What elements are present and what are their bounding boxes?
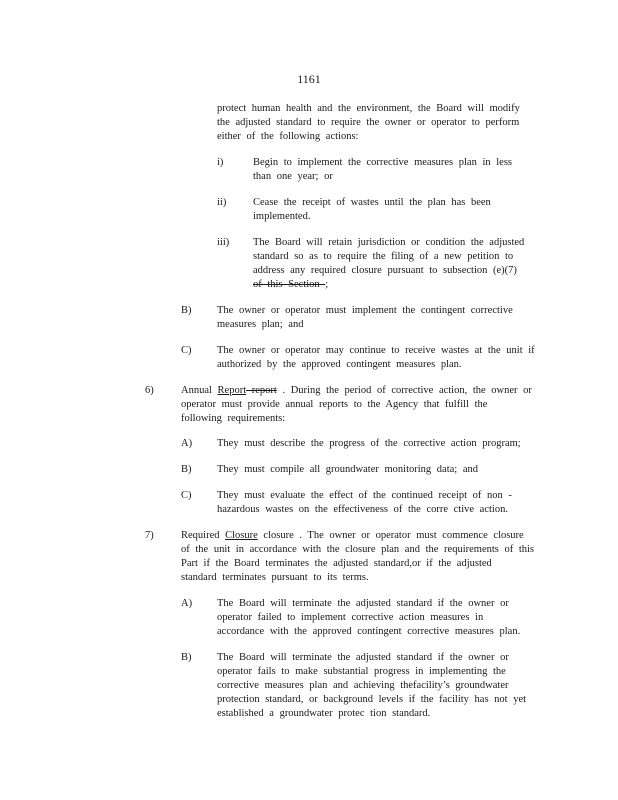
text-line — [181, 384, 532, 398]
item-label-7: 7) — [145, 530, 154, 541]
inserted-text: Closure — [225, 530, 258, 541]
sub-text-b — [217, 304, 513, 332]
text-line: They must compile all groundwater monitoring data; and — [217, 464, 478, 475]
intro-paragraph — [217, 102, 520, 144]
text-line: operator failed to implement corrective action measures in — [217, 612, 484, 623]
text-line: The owner or operator must implement the contingent corrective — [217, 305, 513, 316]
text-line — [253, 278, 524, 292]
text-line: operator fails to make substantial progress in implementing the — [217, 666, 506, 677]
text-line: established a groundwater protec tion standard. — [217, 708, 431, 719]
intro-line: protect human health and the environment, the Board will modify — [217, 103, 520, 114]
item-text-6 — [181, 384, 532, 426]
text-fragment: Annual — [181, 385, 218, 396]
sub-text-7b — [217, 651, 526, 721]
sub-text-7a — [217, 597, 520, 639]
sub-text-6a — [217, 437, 521, 451]
text-line: The Board will terminate the adjusted standard if the owner or — [217, 598, 509, 609]
sub-label-6b: B) — [181, 464, 192, 475]
deleted-text: of this Section — [253, 279, 326, 290]
text-line: standard so as to require the filing of a new petition to — [253, 251, 514, 262]
text-line: Cease the receipt of wastes until the plan has been — [253, 197, 491, 208]
text-fragment: ; — [325, 279, 329, 290]
text-fragment: closure . The owner or operator must commence closure — [257, 530, 524, 541]
action-label-iii: iii) — [217, 237, 230, 248]
action-text-ii — [253, 196, 491, 224]
text-line: accordance with the approved contingent corrective measures plan. — [217, 626, 521, 637]
item-text-7 — [181, 529, 534, 585]
text-line: hazardous wastes on the effectiveness of the corre ctive action. — [217, 504, 508, 515]
action-text-iii — [253, 236, 524, 292]
text-line: authorized by the approved contingent measures plan. — [217, 359, 462, 370]
sub-label-7a: A) — [181, 598, 193, 609]
sub-label-6a: A) — [181, 438, 193, 449]
text-line: corrective measures plan and achieving thefacility’s groundwater — [217, 680, 509, 691]
text-line: address any required closure pursuant to subsection (e)(7) — [253, 265, 517, 276]
sub-text-6c — [217, 489, 512, 517]
action-label-ii: ii) — [217, 197, 227, 208]
text-line: of the unit in accordance with the closure plan and the requirements of this — [181, 544, 535, 555]
sub-label-6c: C) — [181, 490, 192, 501]
page-number: 1161 — [297, 72, 321, 86]
item-label-6: 6) — [145, 385, 154, 396]
sub-label-7b: B) — [181, 652, 192, 663]
text-fragment: . During the period of corrective action, the owner or — [276, 385, 532, 396]
text-line: measures plan; and — [217, 319, 304, 330]
action-text-i — [253, 156, 512, 184]
text-fragment: Required — [181, 530, 226, 541]
text-line: following requirements: — [181, 413, 286, 424]
text-line: implemented. — [253, 211, 311, 222]
text-line: They must describe the progress of the corrective action program; — [217, 438, 521, 449]
text-line: They must evaluate the effect of the continued receipt of non - — [217, 490, 512, 501]
intro-line: the adjusted standard to require the owner or operator to perform — [217, 117, 520, 128]
inserted-text: Report — [217, 385, 247, 396]
sub-text-c — [217, 344, 535, 372]
deleted-text: report — [246, 385, 277, 396]
text-line — [181, 529, 534, 543]
text-line: standard terminates pursuant to its terms. — [181, 572, 369, 583]
text-line: than one year; or — [253, 171, 333, 182]
intro-line: either of the following actions: — [217, 131, 359, 142]
text-line: protection standard, or background levels if the facility has not yet — [217, 694, 527, 705]
text-line: Begin to implement the corrective measures plan in less — [253, 157, 513, 168]
sub-label-c: C) — [181, 345, 192, 356]
action-label-i: i) — [217, 157, 224, 168]
sub-text-6b — [217, 463, 478, 477]
text-line: The Board will terminate the adjusted standard if the owner or — [217, 652, 509, 663]
text-line: The Board will retain jurisdiction or condition the adjusted — [253, 237, 525, 248]
text-line: operator must provide annual reports to the Agency that fulfill the — [181, 399, 488, 410]
text-line: The owner or operator may continue to receive wastes at the unit if — [217, 345, 535, 356]
text-line: Part if the Board terminates the adjusted standard,or if the adjusted — [181, 558, 492, 569]
sub-label-b: B) — [181, 305, 192, 316]
